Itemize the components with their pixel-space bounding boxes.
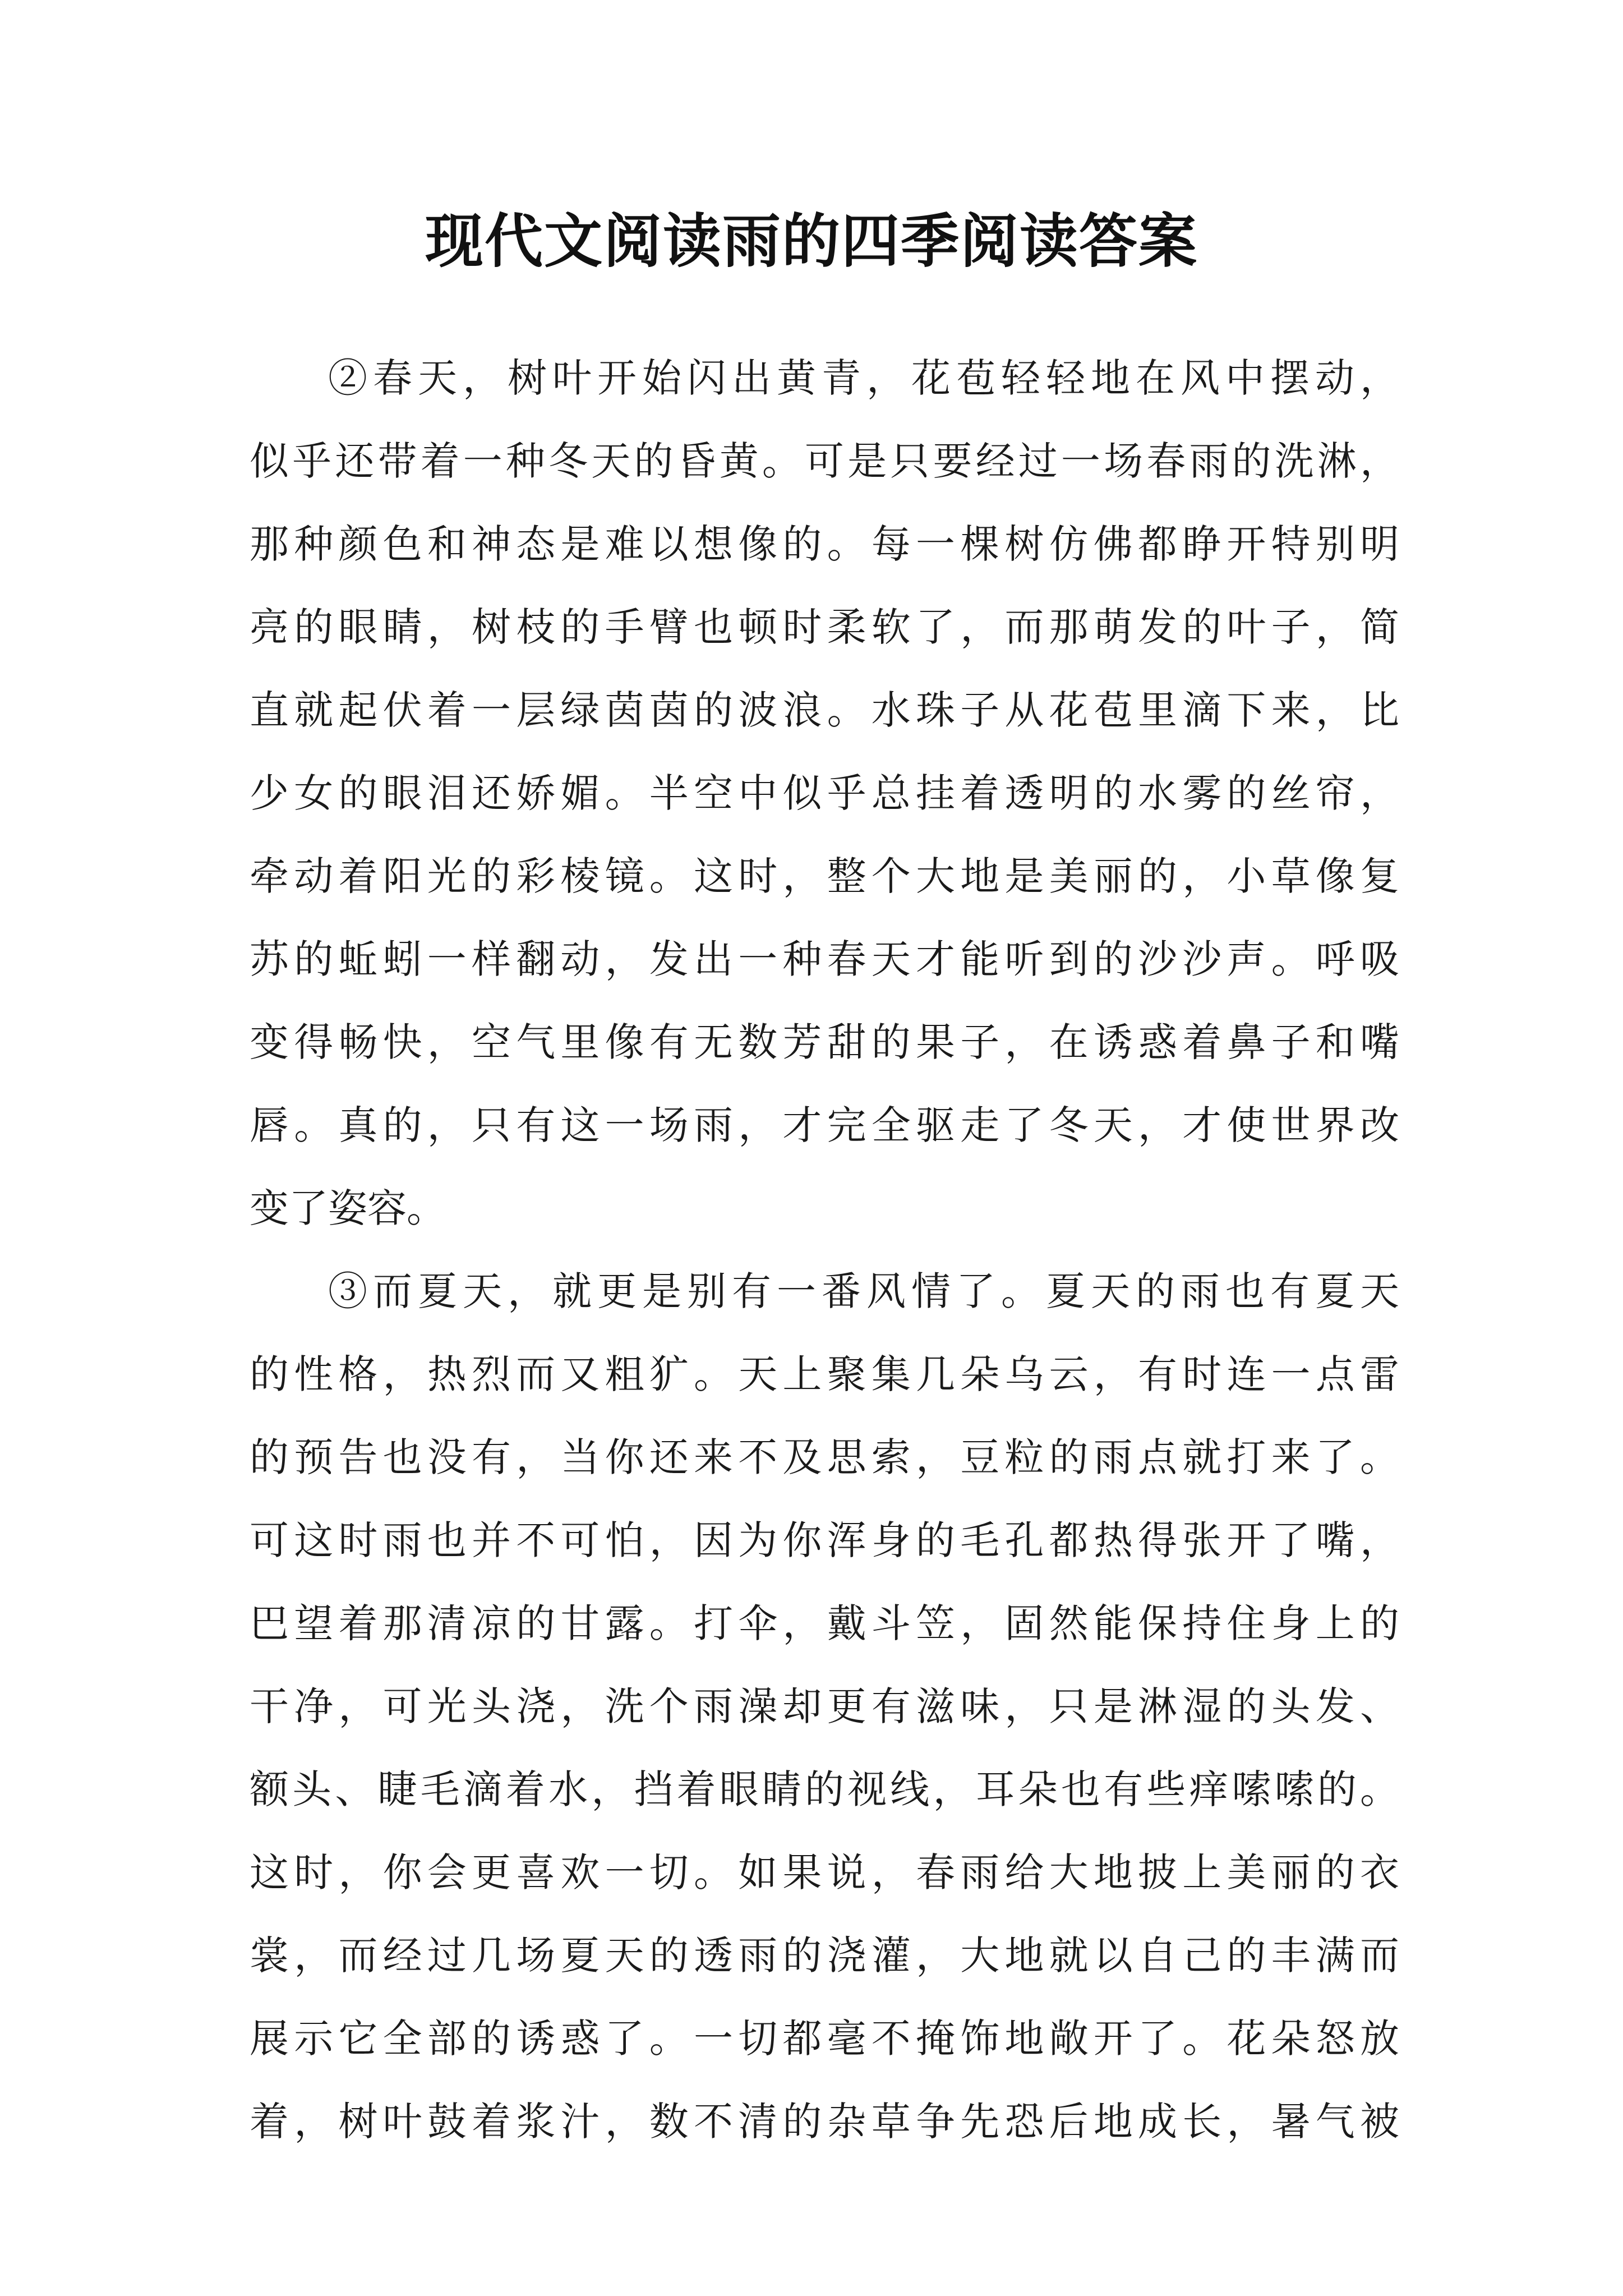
paragraph-line: 可这时雨也并不可怕，因为你浑身的毛孔都热得张开了嘴，: [250, 1517, 1399, 1563]
paragraph-line: 的预告也没有，当你还来不及思索，豆粒的雨点就打来了。: [250, 1434, 1399, 1480]
paragraph-line: 少女的眼泪还娇媚。半空中似乎总挂着透明的水雾的丝帘，: [250, 770, 1399, 816]
paragraph-line: 额头、睫毛滴着水，挡着眼睛的视线，耳朵也有些痒嗦嗦的。: [250, 1766, 1399, 1812]
paragraph-line: 这时，你会更喜欢一切。如果说，春雨给大地披上美丽的衣: [250, 1849, 1399, 1895]
paragraph-line: 亮的眼睛，树枝的手臂也顿时柔软了，而那萌发的叶子，简: [250, 604, 1399, 650]
paragraph-line: 牵动着阳光的彩棱镜。这时，整个大地是美丽的，小草像复: [250, 853, 1399, 899]
document-body: [250, 337, 1399, 2163]
paragraph-line: 展示它全部的诱惑了。一切都毫不掩饰地敞开了。花朵怒放: [250, 2016, 1399, 2062]
paragraph-line: 变了姿容。: [250, 1185, 446, 1231]
paragraph-line: ③而夏天，就更是别有一番风情了。夏天的雨也有夏天: [328, 1268, 1399, 1314]
paragraph-line: 那种颜色和神态是难以想像的。每一棵树仿佛都睁开特别明: [250, 521, 1399, 567]
paragraph-line: 着，树叶鼓着浆汁，数不清的杂草争先恐后地成长，暑气被: [250, 2099, 1399, 2145]
paragraph-line: 变得畅快，空气里像有无数芳甜的果子，在诱惑着鼻子和嘴: [250, 1019, 1399, 1065]
paragraph-line: 巴望着那清凉的甘露。打伞，戴斗笠，固然能保持住身上的: [250, 1600, 1399, 1646]
paragraph-spring: [250, 337, 1399, 1250]
paragraph-line: 苏的蚯蚓一样翻动，发出一种春天才能听到的沙沙声。呼吸: [250, 936, 1399, 982]
paragraph-line: 直就起伏着一层绿茵茵的波浪。水珠子从花苞里滴下来，比: [250, 687, 1399, 733]
paragraph-line: ②春天，树叶开始闪出黄青，花苞轻轻地在风中摆动，: [328, 355, 1399, 401]
document-title: 现代文阅读雨的四季阅读答案: [425, 206, 1198, 275]
paragraph-line: 唇。真的，只有这一场雨，才完全驱走了冬天，才使世界改: [250, 1102, 1399, 1148]
paragraph-line: 的性格，热烈而又粗犷。天上聚集几朵乌云，有时连一点雷: [250, 1351, 1399, 1397]
paragraph-summer: [250, 1250, 1399, 2163]
paragraph-line: 干净，可光头浇，洗个雨澡却更有滋味，只是淋湿的头发、: [250, 1683, 1399, 1729]
paragraph-line: 裳，而经过几场夏天的透雨的浇灌，大地就以自己的丰满而: [250, 1932, 1399, 1978]
paragraph-line: 似乎还带着一种冬天的昏黄。可是只要经过一场春雨的洗淋，: [250, 438, 1399, 484]
